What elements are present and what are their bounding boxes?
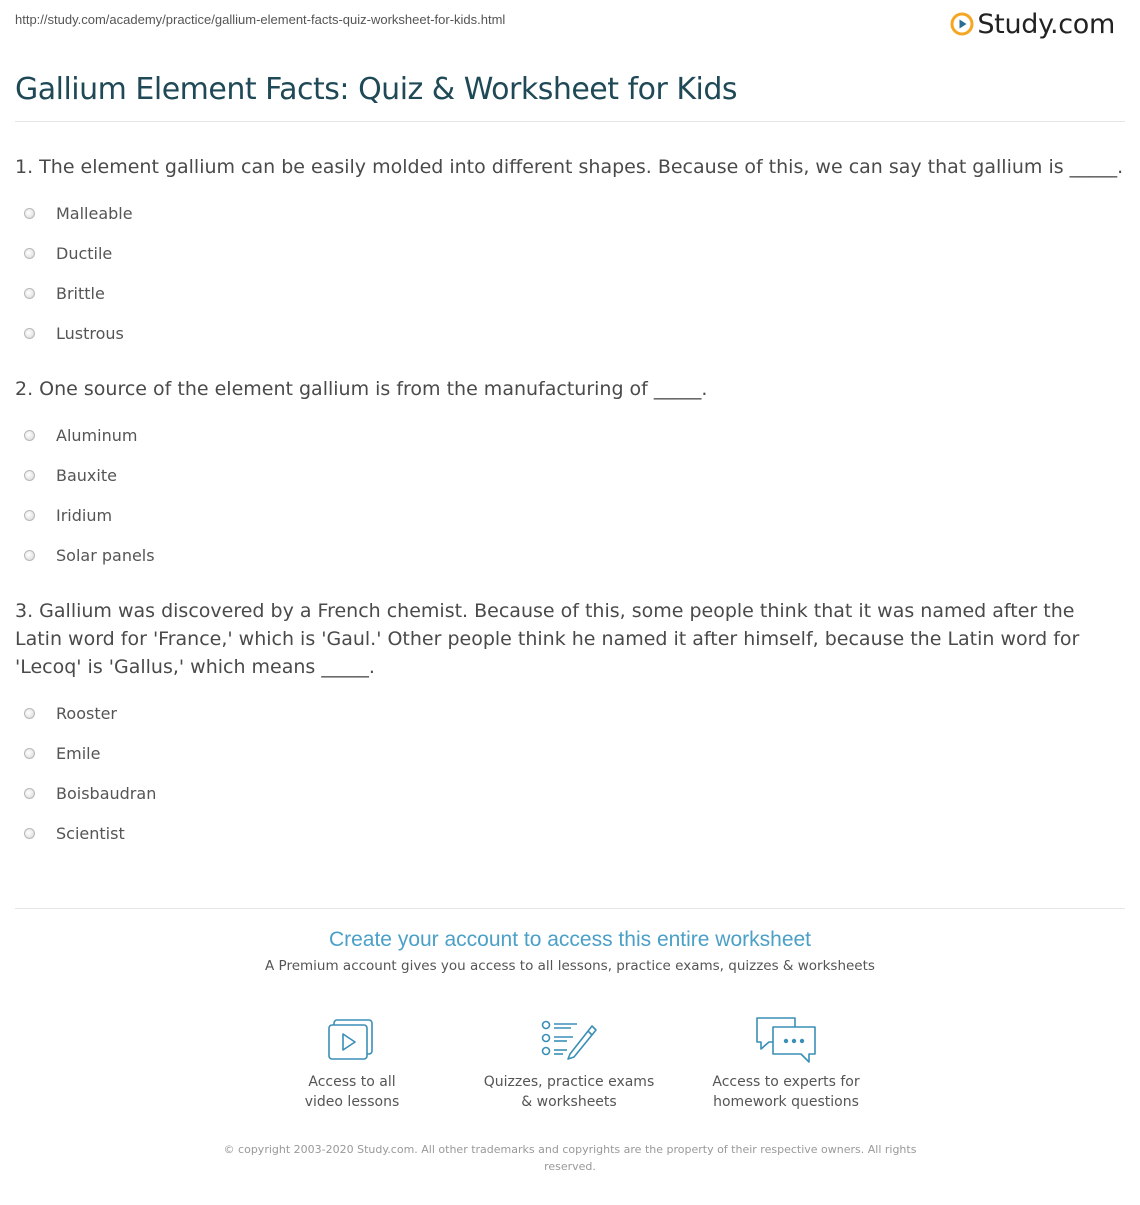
logo-play-icon — [950, 12, 974, 36]
question-text: 3. Gallium was discovered by a French chemist. Because of this, some people think that it was named after the Latin word for 'France,' which is 'Gaul.' Other people think he named it after himself, because the Latin word for 'Lecoq' is 'Gallus,' which means _____. — [15, 600, 1080, 678]
answer-option[interactable] — [15, 193, 1125, 233]
radio-button[interactable] — [24, 708, 35, 719]
question — [15, 375, 1125, 575]
question-text: 2. One source of the element gallium is from the manufacturing of _____. — [15, 378, 708, 400]
answer-label: Rooster — [56, 703, 118, 723]
answer-option[interactable] — [15, 693, 1125, 733]
answer-option[interactable] — [15, 455, 1125, 495]
page-url: http://study.com/academy/practice/gallium-element-facts-quiz-worksheet-for-kids.html — [15, 12, 506, 27]
radio-button[interactable] — [24, 208, 35, 219]
radio-button[interactable] — [24, 550, 35, 561]
feature-label: Quizzes, practice exams & worksheets — [483, 1074, 655, 1110]
quiz-list-icon — [539, 1016, 599, 1064]
answer-label: Bauxite — [56, 465, 117, 485]
radio-button[interactable] — [24, 288, 35, 299]
radio-button[interactable] — [24, 828, 35, 839]
answer-option[interactable] — [15, 233, 1125, 273]
page-title: Gallium Element Facts: Quiz & Worksheet for Kids — [15, 72, 738, 107]
signup-cta — [15, 928, 1125, 974]
footer-copyright: © copyright 2003-2020 Study.com. All other trademarks and copyrights are the property of their respective owners. All rights reserved. — [223, 1143, 917, 1173]
radio-button[interactable] — [24, 248, 35, 259]
feature-video-lessons — [252, 1012, 452, 1112]
answer-label: Lustrous — [56, 323, 124, 343]
answer-label: Aluminum — [56, 425, 138, 445]
radio-button[interactable] — [24, 328, 35, 339]
study-logo[interactable] — [950, 6, 1115, 42]
answer-label: Scientist — [56, 823, 125, 843]
question-text: 1. The element gallium can be easily molded into different shapes. Because of this, we can say that gallium is _____. — [15, 156, 1124, 178]
logo-text: Study.com — [977, 8, 1115, 40]
divider — [15, 908, 1125, 909]
create-account-link[interactable]: Create your account to access this entire worksheet — [328, 928, 812, 951]
feature-label: Access to experts for homework questions — [712, 1074, 860, 1110]
answer-option[interactable] — [15, 773, 1125, 813]
page — [15, 0, 1125, 1173]
answer-label: Malleable — [56, 203, 133, 223]
radio-button[interactable] — [24, 430, 35, 441]
radio-button[interactable] — [24, 788, 35, 799]
answer-label: Solar panels — [56, 545, 155, 565]
feature-experts — [686, 1012, 886, 1112]
question — [15, 597, 1125, 853]
feature-quizzes — [469, 1012, 669, 1112]
cta-subtitle: A Premium account gives you access to all lessons, practice exams, quizzes & worksheets — [265, 958, 875, 974]
answer-option[interactable] — [15, 415, 1125, 455]
chat-icon — [753, 1014, 819, 1066]
answer-label: Brittle — [56, 283, 105, 303]
divider — [15, 121, 1125, 122]
answer-option[interactable] — [15, 313, 1125, 353]
quiz — [15, 153, 1125, 875]
answer-option[interactable] — [15, 813, 1125, 853]
answer-label: Emile — [56, 743, 101, 763]
answer-label: Boisbaudran — [56, 783, 157, 803]
answer-option[interactable] — [15, 733, 1125, 773]
video-icon — [324, 1016, 380, 1064]
radio-button[interactable] — [24, 748, 35, 759]
answer-option[interactable] — [15, 495, 1125, 535]
question — [15, 153, 1125, 353]
answer-label: Ductile — [56, 243, 113, 263]
premium-features — [15, 1012, 1125, 1122]
answer-option[interactable] — [15, 273, 1125, 313]
radio-button[interactable] — [24, 470, 35, 481]
answer-label: Iridium — [56, 505, 113, 525]
feature-label: Access to all video lessons — [304, 1074, 400, 1110]
top-bar — [15, 0, 1125, 44]
radio-button[interactable] — [24, 510, 35, 521]
answer-option[interactable] — [15, 535, 1125, 575]
